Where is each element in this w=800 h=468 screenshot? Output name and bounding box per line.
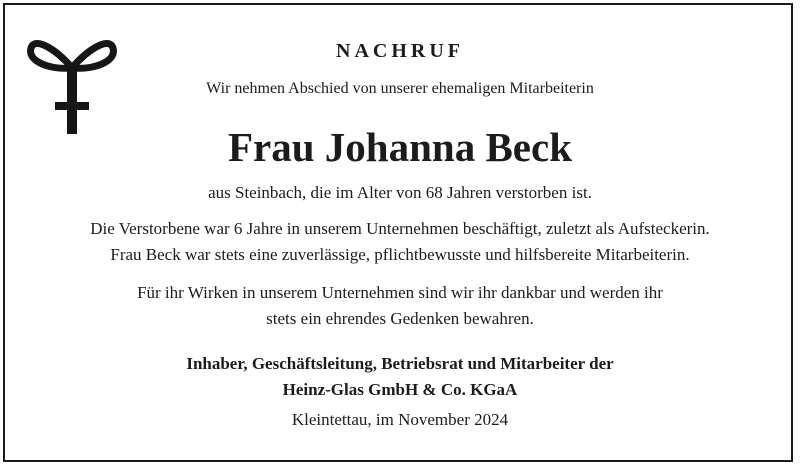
gratitude-text-line: Für ihr Wirken in unserem Unternehmen sind wir ihr dankbar und werden ihr	[137, 283, 663, 302]
intro-text: Wir nehmen Abschied von unserer ehemaligen Mitarbeiterin	[206, 80, 594, 97]
company-name: Heinz-Glas GmbH & Co. KGaA	[282, 380, 518, 399]
origin-age-text: aus Steinbach, die im Alter von 68 Jahren verstorben ist.	[208, 183, 592, 202]
gratitude-text-line-2: stets ein ehrendes Gedenken bewahren.	[266, 309, 534, 328]
obituary-heading: NACHRUF	[336, 40, 464, 62]
character-text-line: Frau Beck war stets eine zuverlässige, pflichtbewusste und hilfsbereite Mitarbeiterin.	[110, 245, 690, 264]
employment-text-line: Die Verstorbene war 6 Jahre in unserem Unternehmen beschäftigt, zuletzt als Aufsteckerin.	[90, 219, 710, 238]
signature-line: Inhaber, Geschäftsleitung, Betriebsrat und Mitarbeiter der	[186, 354, 614, 373]
deceased-name: Frau Johanna Beck	[228, 124, 572, 170]
place-date: Kleintettau, im November 2024	[291, 410, 509, 429]
